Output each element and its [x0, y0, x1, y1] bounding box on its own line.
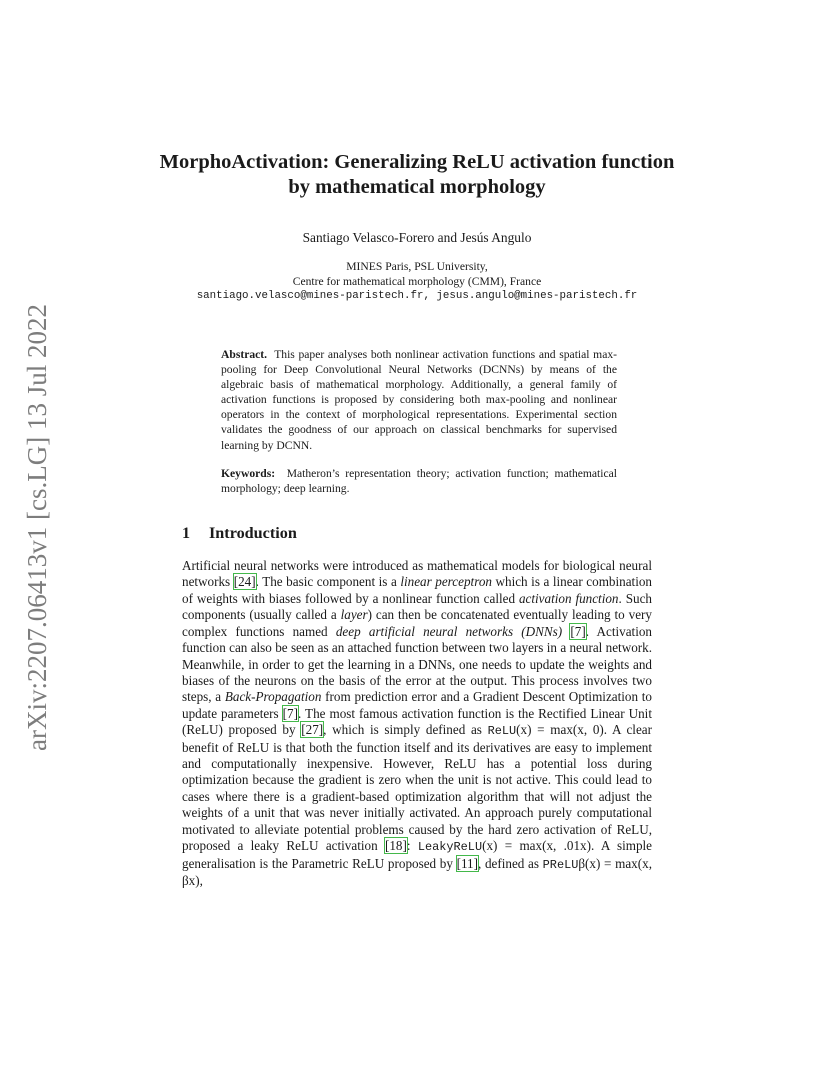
- intro-text: , defined as: [478, 855, 543, 871]
- intro-text: β(x) = max(x, βx),: [182, 855, 652, 889]
- intro-text: , which is simply defined as: [323, 722, 488, 738]
- keywords-text: Matheron’s representation theory; activation function; mathematical morphology; deep learning.: [221, 467, 618, 496]
- intro-text: which is a linear combination of weights with biases followed by a nonlinear function called: [182, 574, 652, 606]
- abstract: [221, 347, 617, 453]
- citation-link-7-second[interactable]: [7]: [282, 705, 298, 721]
- intro-emphasis: activation function: [518, 590, 619, 606]
- intro-text: . The most famous activation function is the Rectified Linear Unit (ReLU) proposed by: [182, 705, 652, 738]
- citation-link-18[interactable]: [18]: [384, 838, 407, 854]
- section-heading: [182, 524, 297, 543]
- author-emails: santiago.velasco@mines-paristech.fr, jesus.angulo@mines-paristech.fr: [196, 290, 638, 303]
- intro-text: . Activation function can also be seen as an attached function between two layers in a neural network. Meanwhile, in order to get the learning in a DNNs, one needs to update the weights and biases of the neurons on the basis of the error at the output. This process involves two steps, a: [182, 623, 652, 705]
- intro-text: from prediction error and a Gradient Descent Optimization to update parameters: [182, 689, 652, 721]
- relu-code: ReLU: [487, 724, 517, 739]
- citation-link-24[interactable]: [24]: [233, 574, 256, 590]
- intro-emphasis: Back-Propagation: [224, 689, 322, 705]
- section-title: Introduction: [209, 524, 297, 542]
- affiliation-block: [150, 259, 684, 305]
- introduction-paragraph: [182, 558, 652, 889]
- abstract-text: This paper analyses both nonlinear activation functions and spatial max-pooling for Deep Convolutional Neural Networks (DCNNs) by means of the algebraic basis of mathematical morphology. Additionally, a general family of activation functions is proposed by considering both max-pooling and nonlinear operators in the context of morphological representations. Experimental section validates the goodness of our approach on classical benchmarks for supervised learning by DCNN.: [221, 348, 617, 452]
- intro-emphasis: layer: [340, 607, 368, 623]
- abstract-label: Abstract.: [221, 348, 268, 361]
- intro-text: :: [406, 838, 418, 854]
- prelu-code: PReLU: [542, 857, 579, 872]
- leakyrelu-code: LeakyReLU: [417, 840, 483, 855]
- keywords-label: Keywords:: [221, 467, 276, 480]
- intro-emphasis: deep artificial neural networks (DNNs): [335, 623, 563, 639]
- paper-title: MorphoActivation: Generalizing ReLU activation function by mathematical morphology: [159, 151, 675, 198]
- citation-link-11[interactable]: [11]: [456, 855, 478, 871]
- paper-authors: Santiago Velasco-Forero and Jesús Angulo: [302, 230, 532, 245]
- intro-text: . The basic component is a: [255, 574, 401, 590]
- intro-text: (x) = max(x, 0). A clear benefit of ReLU is that both the function itself and its derivatives are easy to implement and computationally inexpensive. However, ReLU has a potential loss during optimization because the gradient is zero when the unit is not active. This could lead to cases where there is a gradient-based optimization algorithm that will not adjust the weights of a unit that was never initially activated. An approach purely computational motivated to alleviate potential problems caused by the hard zero activation of ReLU, proposed a leaky ReLU activation: [182, 722, 652, 854]
- arxiv-identifier-stamp: [8, 296, 66, 758]
- intro-text: (x) = max(x, .01x). A simple generalisation is the Parametric ReLU proposed by: [182, 838, 652, 871]
- affiliation-line-1: MINES Paris, PSL University,: [346, 260, 488, 273]
- citation-link-7[interactable]: [7]: [570, 623, 586, 639]
- citation-link-27[interactable]: [27]: [301, 722, 324, 738]
- keywords: [221, 466, 617, 496]
- affiliation-line-2: Centre for mathematical morphology (CMM), France: [292, 275, 542, 289]
- intro-text: ) can then be concatenated eventually leading to very complex functions named: [182, 607, 652, 639]
- intro-text: . Such components (usually called a: [182, 590, 653, 623]
- intro-text: Artificial neural networks were introduced as mathematical models for biological neural networks: [182, 558, 652, 590]
- arxiv-stamp-text: arXiv:2207.06413v1 [cs.LG] 13 Jul 2022: [21, 303, 52, 751]
- intro-emphasis: linear perceptron: [400, 574, 492, 590]
- section-number: 1: [182, 524, 191, 542]
